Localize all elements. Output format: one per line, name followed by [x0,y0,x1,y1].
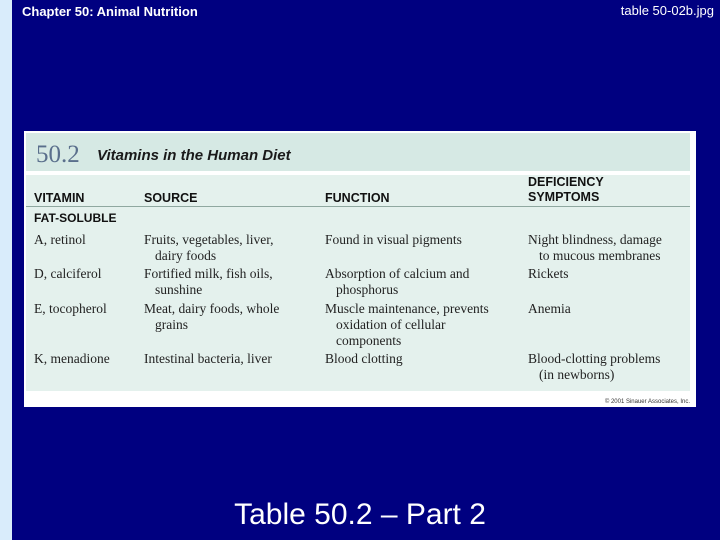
cell-line: Muscle maintenance, prevents [325,301,489,316]
cell-line: oxidation of cellular [336,317,446,332]
cell-line: Anemia [528,301,571,316]
cell-line: A, retinol [34,232,86,247]
cell-line: Blood clotting [325,351,403,366]
table-title: Vitamins in the Human Diet [97,147,291,164]
cell-deficiency [528,266,569,282]
cell-line: sunshine [155,282,203,297]
header-deficiency-line1: DEFICIENCY [528,175,604,189]
header-source: SOURCE [144,191,198,205]
cell-line: Meat, dairy foods, whole [144,301,280,316]
copyright-note: © 2001 Sinauer Associates, Inc. [604,399,690,405]
cell-vitamin [34,266,101,282]
slide-caption: Table 50.2 – Part 2 [234,498,486,531]
cell-source [144,301,279,333]
cell-deficiency [528,301,571,317]
cell-line: Night blindness, damage [528,232,662,247]
table-number: 50.2 [36,141,80,168]
cell-source [144,232,274,264]
left-edge-strip [0,0,12,540]
table-title-band [26,133,690,171]
cell-line: Absorption of calcium and [325,266,470,281]
cell-function [325,266,469,298]
cell-line: Intestinal bacteria, liver [144,351,272,366]
cell-vitamin [34,301,107,317]
cell-function [325,351,403,367]
cell-line: (in newborns) [539,367,615,382]
cell-line: Fortified milk, fish oils, [144,266,273,281]
cell-line: K, menadione [34,351,110,366]
cell-vitamin [34,351,110,367]
chapter-title: Chapter 50: Animal Nutrition [22,4,198,19]
cell-source [144,266,273,298]
cell-line: Fruits, vegetables, liver, [144,232,274,247]
header-deficiency-line2: SYMPTOMS [528,190,600,204]
header-function: FUNCTION [325,191,390,205]
cell-line: dairy foods [155,248,217,263]
cell-function [325,232,462,248]
cell-line: D, calciferol [34,266,102,281]
cell-line: to mucous membranes [539,248,661,263]
cell-line: grains [155,317,188,332]
cell-deficiency [528,232,662,264]
header-divider [26,206,690,207]
cell-function [325,301,489,349]
section-label: FAT-SOLUBLE [34,211,117,225]
cell-line: components [336,333,402,348]
header-deficiency [528,175,604,205]
cell-deficiency [528,351,660,383]
cell-vitamin [34,232,86,248]
file-name: table 50-02b.jpg [620,3,714,18]
cell-source [144,351,272,367]
cell-line: Blood-clotting problems [528,351,661,366]
cell-line: Found in visual pigments [325,232,462,247]
cell-line: phosphorus [336,282,399,297]
vitamin-table [24,131,696,407]
header-vitamin: VITAMIN [34,191,85,205]
cell-line: Rickets [528,266,569,281]
cell-line: E, tocopherol [34,301,107,316]
